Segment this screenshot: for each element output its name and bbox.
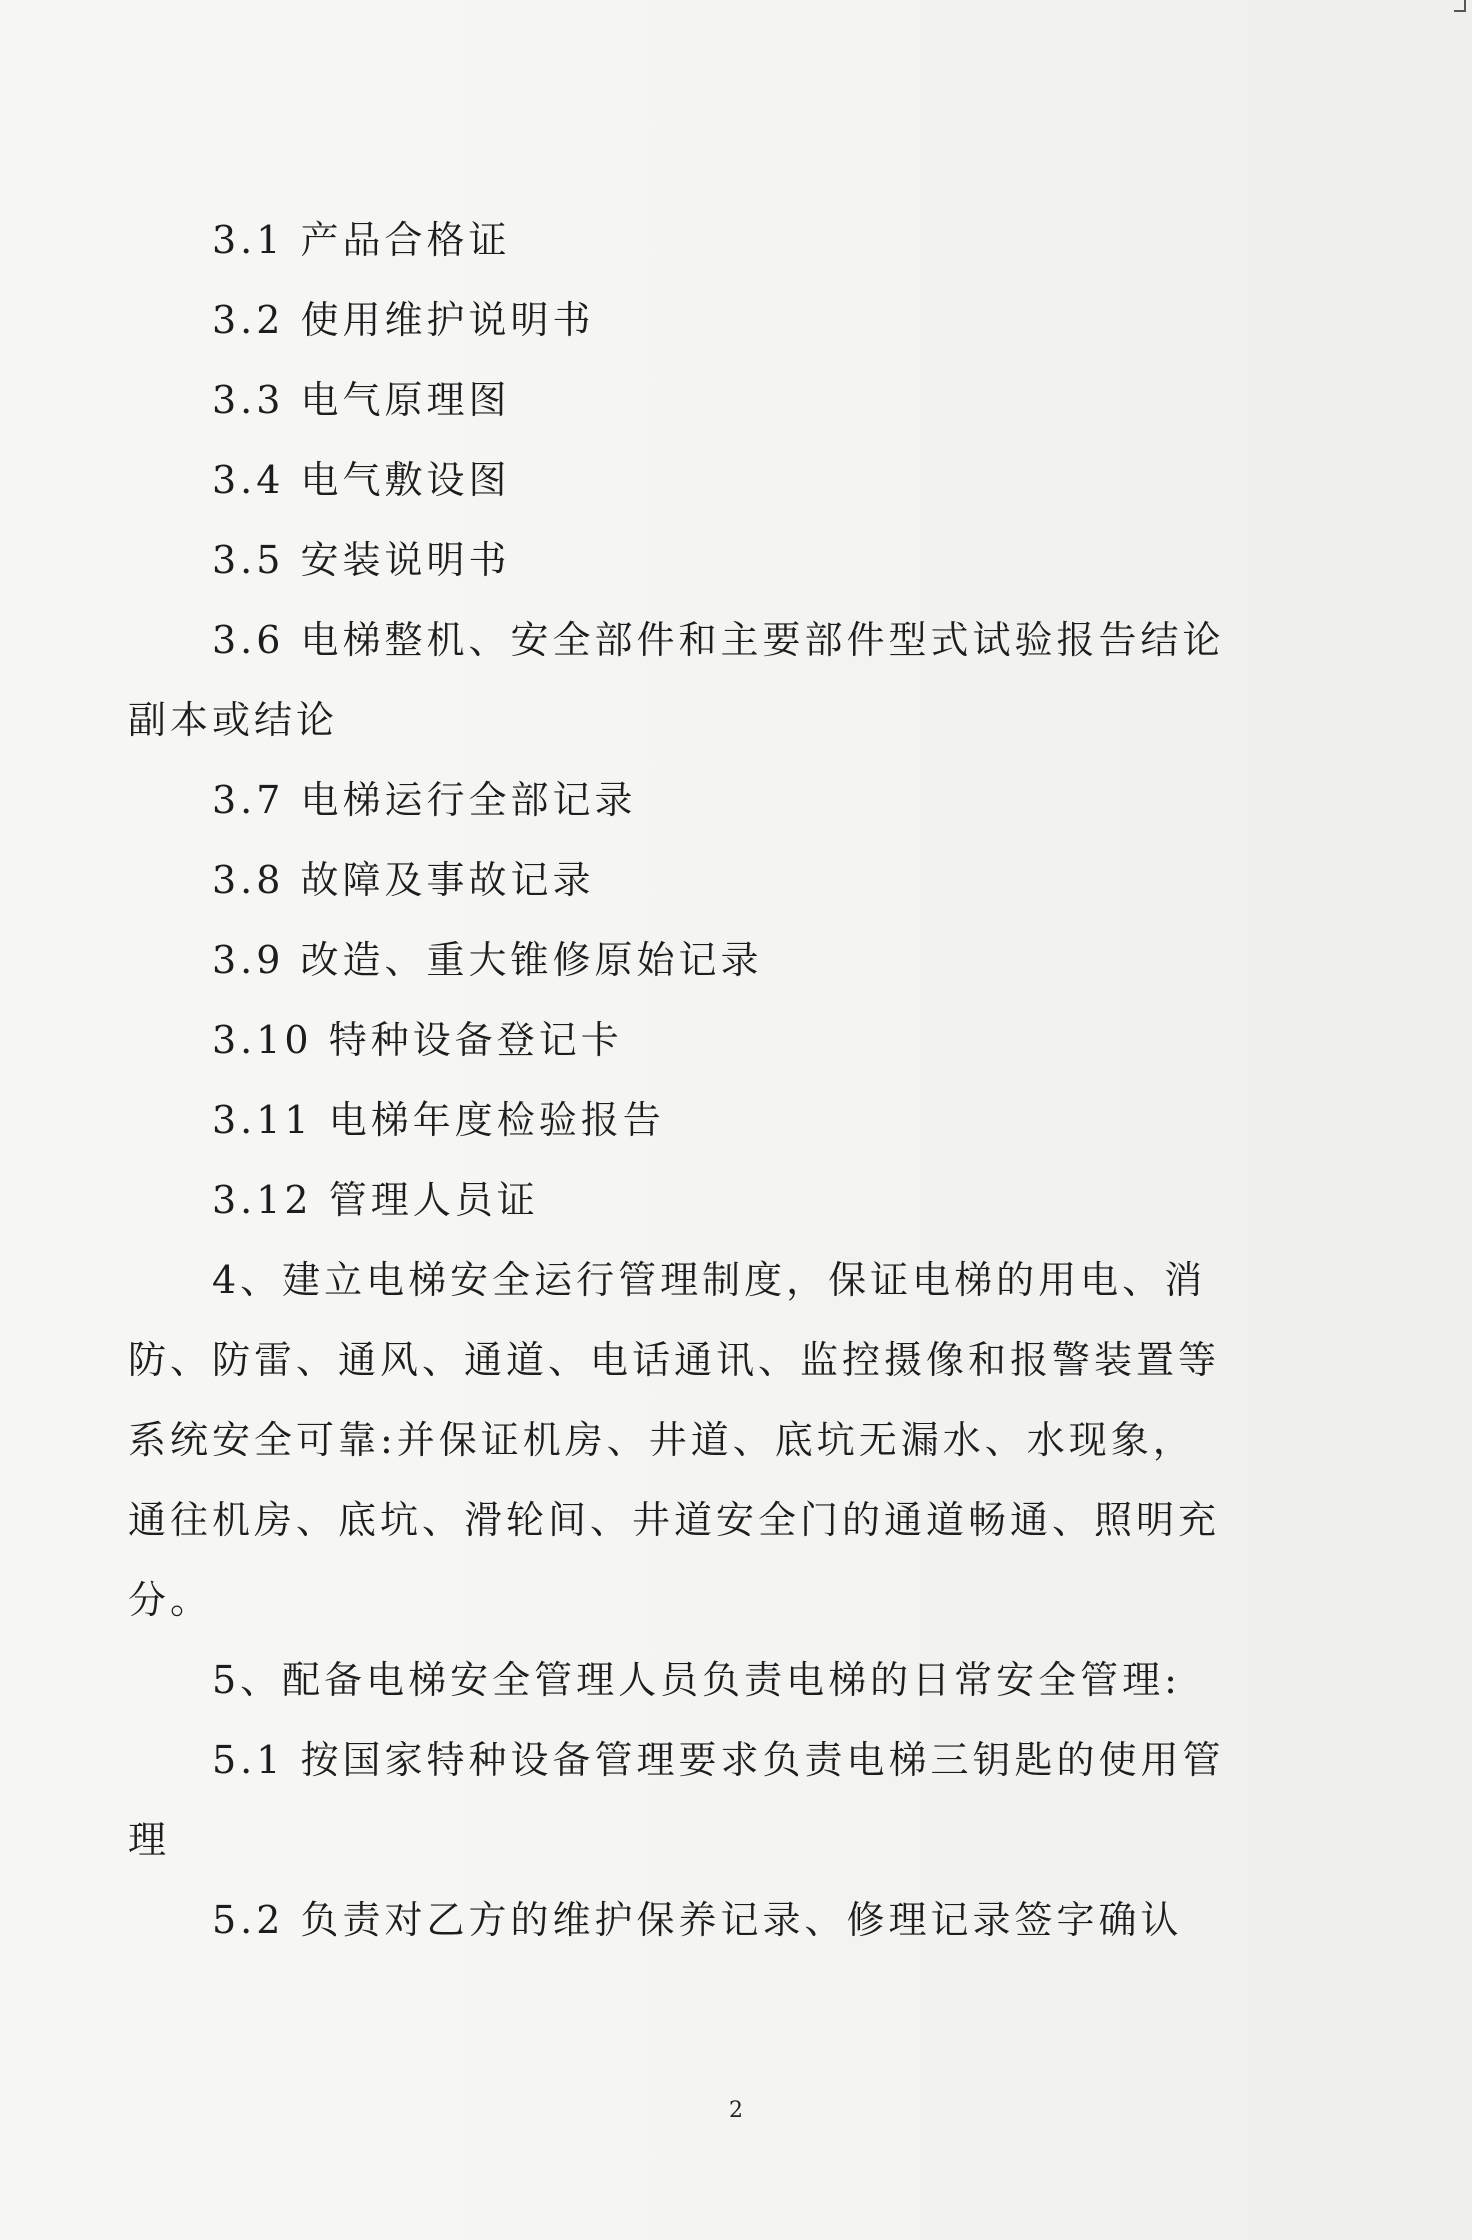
text-line: 理 [128, 1818, 171, 1862]
text-line: 3.3 电气原理图 [212, 378, 511, 422]
text-line: 防、防雷、通风、通道、电话通讯、监控摄像和报警装置等 [128, 1338, 1221, 1382]
document-body [128, 200, 1238, 1960]
text-line: 3.5 安装说明书 [212, 538, 511, 582]
text-line: 5、配备电梯安全管理人员负责电梯的日常安全管理: [212, 1658, 1181, 1702]
text-line: 3.9 改造、重大锥修原始记录 [212, 938, 763, 982]
text-line: 3.6 电梯整机、安全部件和主要部件型式试验报告结论 [212, 618, 1225, 662]
text-line: 4、建立电梯安全运行管理制度，保证电梯的用电、消 [212, 1258, 1207, 1302]
text-line: 3.7 电梯运行全部记录 [212, 778, 637, 822]
text-line: 分。 [128, 1578, 213, 1622]
text-line: 5.1 按国家特种设备管理要求负责电梯三钥匙的使用管 [212, 1738, 1225, 1782]
page-number: 2 [729, 2098, 743, 2123]
text-line: 3.12 管理人员证 [212, 1178, 539, 1222]
corner-mark [1454, 0, 1466, 12]
text-line: 3.2 使用维护说明书 [212, 298, 595, 342]
text-line: 通往机房、底坑、滑轮间、井道安全门的通道畅通、照明充 [128, 1498, 1221, 1542]
text-line: 3.8 故障及事故记录 [212, 858, 595, 902]
text-line: 3.4 电气敷设图 [212, 458, 511, 502]
text-line: 副本或结论 [128, 698, 339, 742]
text-line: 3.11 电梯年度检验报告 [212, 1098, 665, 1142]
text-line: 系统安全可靠:并保证机房、井道、底坑无漏水、水现象， [128, 1418, 1195, 1462]
text-line: 3.1 产品合格证 [212, 218, 511, 262]
text-line: 5.2 负责对乙方的维护保养记录、修理记录签字确认 [212, 1898, 1183, 1942]
text-line: 3.10 特种设备登记卡 [212, 1018, 623, 1062]
